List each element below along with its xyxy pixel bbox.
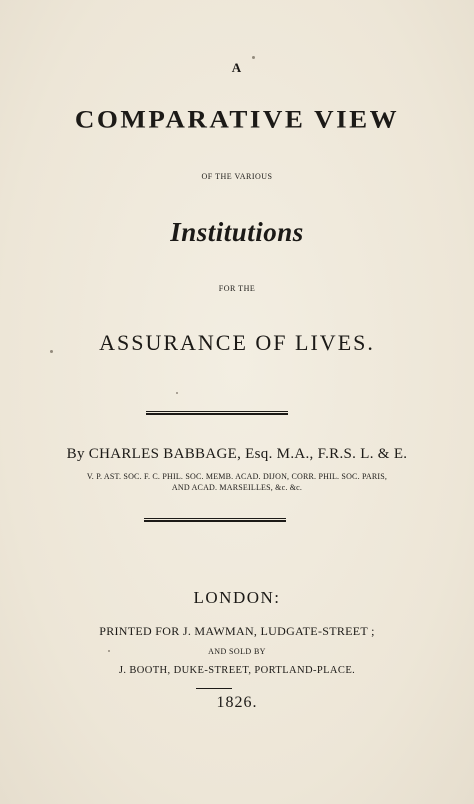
assurance-title: ASSURANCE OF LIVES. [99,330,375,355]
paper-speck [252,56,255,59]
short-rule [196,688,232,689]
credentials-line-1: V. P. AST. SOC. F. C. PHIL. SOC. MEMB. ACAD. DIJON, CORR. PHIL. SOC. PARIS, [86,472,388,481]
sold-by-line: AND SOLD BY [208,647,266,656]
imprint-place: LONDON: [193,588,281,607]
article-text: A [231,60,243,75]
printed-for-line: PRINTED FOR J. MAWMAN, LUDGATE-STREET ; [99,624,375,638]
imprint-year: 1826. [216,694,258,711]
paper-speck [108,650,110,652]
main-title: COMPARATIVE VIEW [74,104,400,134]
double-rule-top [146,411,288,415]
institutions-title: Institutions [170,217,304,247]
bookseller-line: J. BOOTH, DUKE-STREET, PORTLAND-PLACE. [118,665,356,676]
double-rule-bottom [144,518,286,522]
paper-speck [50,350,53,353]
of-the-various-text: OF THE VARIOUS [201,172,273,181]
paper-speck [176,392,178,394]
author-line: By CHARLES BABBAGE, Esq. M.A., F.R.S. L. & E. [66,446,408,462]
for-the-text: FOR THE [218,284,256,293]
credentials-line-2: AND ACAD. MARSEILLES, &c. &c. [171,483,303,492]
